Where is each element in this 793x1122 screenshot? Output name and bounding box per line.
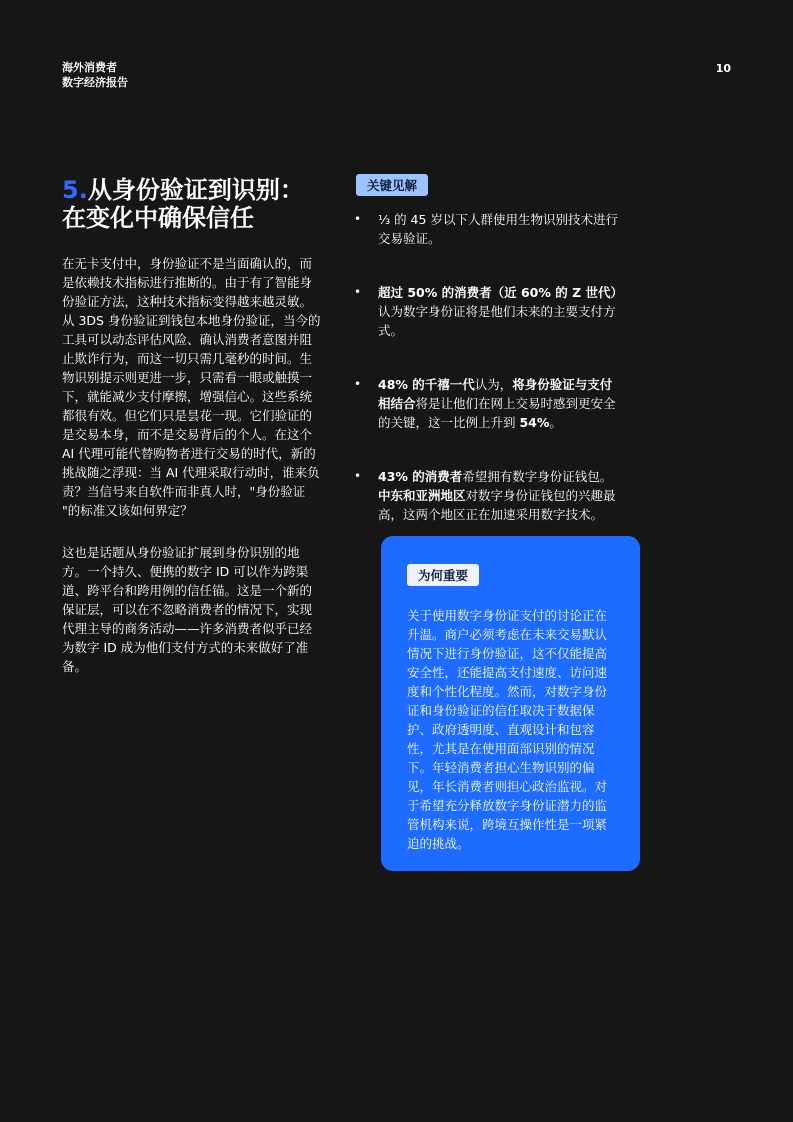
insight-highlight: 将身份验证与支付相结合 [378, 377, 613, 411]
body-paragraph-2: 这也是话题从身份验证扩展到身份识别的地方。一个持久、便携的数字 ID 可以作为跨渠道、跨平台和跨用例的信任锚。这是一个新的保证层，可以在不忽略消费者的情况下，实现代理主导的商务活动——许多消费者似乎已经为数字 ID 成为他们支付方式的未来做好了准备。 [62, 545, 313, 674]
insight-text: 对数字身份证钱包的兴趣最高，这两个地区正在加速采用数字技术。 [378, 488, 616, 522]
section-title-line1: 从身份验证到识别： [87, 176, 304, 204]
insight-highlight: 43% 的消费者 [378, 469, 463, 484]
insight-text: 将是让他们在网上交易时感到更安全的关键，这一比例上升到 [378, 396, 616, 430]
key-insights-list [354, 210, 624, 559]
page-number: 10 [715, 62, 731, 75]
bullet-icon: • [354, 469, 362, 483]
insight-highlight: 中东和亚洲地区 [378, 488, 466, 503]
report-title-line1: 海外消费者 [62, 61, 117, 74]
insight-highlight: 54% [519, 415, 550, 430]
report-title-line2: 数字经济报告 [62, 76, 128, 89]
insight-text: 认为， [474, 377, 513, 392]
insight-item [354, 210, 624, 248]
bullet-icon: • [354, 377, 362, 391]
key-insights-badge: 关键见解 [356, 174, 428, 196]
why-it-matters-text: 关于使用数字身份证支付的讨论正在升温。商户必须考虑在未来交易默认情况下进行身份验证，这不仅能提高安全性，还能提高支付速度、访问速度和个性化程度。然而，对数字身份证和身份验证的信任取决于数据保护、政府透明度、直观设计和包容性，尤其是在使用面部识别的情况下。年轻消费者担心生物识别的偏见，年长消费者则担心政治监视。对于希望充分释放数字身份证潜力的监管机构来说，跨境互操作性是一项紧迫的挑战。 [407, 608, 608, 851]
insight-highlight: 48% 的千禧一代 [378, 377, 475, 392]
body-paragraph-1: 在无卡支付中，身份验证不是当面确认的，而是依赖技术指标进行推断的。由于有了智能身份验证方法，这种技术指标变得越来越灵敏。从 3DS 身份验证到钱包本地身份验证，当今的工具可以动态评估风险、确认消费者意图并阻止欺诈行为，而这一切只需几毫秒的时间。生物识别提示则更进一步，只需看一眼或触摸一下，就能减少支付摩擦，增强信心。这些系统都很有效。但它们只是昙花一现。它们验证的是交易本身，而不是交易背后的个人。在这个 AI 代理可能代替购物者进行交易的时代，新的挑战随之浮现：当 AI 代理采取行动时，谁来负责？当信号来自软件而非真人时，"身份验证 "的标准又该如何界定？ [62, 256, 321, 518]
insight-text: 。 [549, 415, 562, 430]
insight-text: 认为数字身份证将是他们未来的主要支付方式。 [378, 304, 616, 338]
insight-item [354, 467, 624, 524]
insight-text: ⅓ 的 45 岁以下人群使用生物识别技术进行交易验证。 [378, 212, 618, 246]
section-title-line2: 在变化中确保信任 [62, 204, 254, 232]
bullet-icon: • [354, 212, 362, 226]
insight-item [354, 375, 624, 432]
why-it-matters-card [381, 536, 640, 871]
insight-highlight: 超过 50% 的消费者（近 60% 的 Z 世代） [378, 285, 624, 300]
bullet-icon: • [354, 285, 362, 299]
report-title [62, 60, 128, 90]
why-it-matters-badge: 为何重要 [407, 564, 479, 586]
section-number: 5. [62, 176, 88, 204]
insight-text: 希望拥有数字身份证钱包。 [462, 469, 613, 484]
insight-item [354, 283, 624, 340]
section-title [62, 176, 332, 232]
